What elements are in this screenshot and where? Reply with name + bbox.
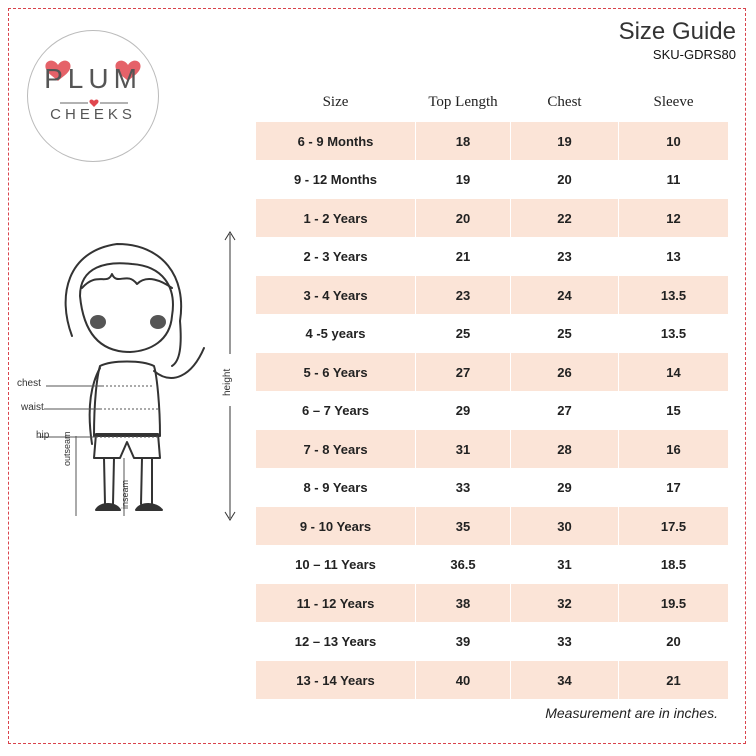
- cell-top-length: 39: [455, 634, 471, 649]
- logo-text-cheeks: CHEEKS: [50, 106, 136, 123]
- cell-top-length: 21: [455, 249, 471, 264]
- label-chest: chest: [17, 378, 41, 389]
- cell-chest: 34: [511, 661, 618, 699]
- cell-top-length: 35: [416, 507, 510, 545]
- cell-top-length: 23: [416, 276, 510, 314]
- cell-chest: 26: [511, 353, 618, 391]
- cell-chest: 28: [511, 430, 618, 468]
- cell-size: 10 – 11 Years: [295, 557, 376, 572]
- cell-chest: 29: [557, 480, 572, 495]
- logo-decoration: [28, 31, 160, 163]
- child-illustration: [12, 226, 252, 526]
- cell-sleeve: 12: [619, 199, 728, 237]
- cell-top-length: 20: [416, 199, 510, 237]
- cell-chest: 20: [557, 172, 572, 187]
- header-top-length: Top Length: [428, 94, 498, 110]
- label-outseam: outseam: [62, 431, 72, 466]
- cell-size: 12 – 13 Years: [294, 634, 377, 649]
- cell-size: 4 -5 years: [305, 326, 366, 341]
- cell-size: 9 - 10 Years: [256, 507, 415, 545]
- cell-sleeve: 15: [666, 403, 681, 418]
- cell-sleeve: 17.5: [619, 507, 728, 545]
- cell-sleeve: 19.5: [619, 584, 728, 622]
- cell-size: 9 - 12 Months: [293, 172, 378, 187]
- cell-size: 3 - 4 Years: [256, 276, 415, 314]
- cell-chest: 33: [557, 634, 572, 649]
- cell-sleeve: 11: [666, 172, 681, 187]
- measurement-note: Measurement are in inches.: [545, 705, 718, 721]
- cell-top-length: 25: [455, 326, 471, 341]
- header-size: Size: [322, 94, 349, 110]
- label-height: height: [222, 368, 233, 396]
- cell-size: 5 - 6 Years: [256, 353, 415, 391]
- cell-top-length: 18: [416, 122, 510, 160]
- cell-chest: 27: [557, 403, 572, 418]
- cell-size: 2 - 3 Years: [303, 249, 368, 264]
- cell-top-length: 33: [455, 480, 471, 495]
- cell-size: 7 - 8 Years: [256, 430, 415, 468]
- cell-chest: 19: [511, 122, 618, 160]
- measurement-figure: [12, 226, 252, 526]
- cell-chest: 23: [557, 249, 572, 264]
- cell-size: 13 - 14 Years: [256, 661, 415, 699]
- cell-sleeve: 13: [666, 249, 681, 264]
- cell-size: 8 - 9 Years: [303, 480, 368, 495]
- cell-top-length: 40: [416, 661, 510, 699]
- cell-chest: 32: [511, 584, 618, 622]
- cell-top-length: 29: [455, 403, 471, 418]
- cell-chest: 31: [557, 557, 572, 572]
- header-chest: Chest: [547, 94, 582, 110]
- cell-size: 11 - 12 Years: [256, 584, 415, 622]
- page-title: Size Guide: [618, 18, 736, 45]
- cell-top-length: 19: [455, 172, 471, 187]
- header-sleeve: Sleeve: [653, 94, 694, 110]
- sku-code: SKU-GDRS80: [652, 47, 736, 62]
- cell-sleeve: 14: [619, 353, 728, 391]
- cell-top-length: 27: [416, 353, 510, 391]
- cell-sleeve: 16: [619, 430, 728, 468]
- label-waist: waist: [21, 402, 44, 413]
- cell-sleeve: 13.5: [619, 276, 728, 314]
- cell-chest: 22: [511, 199, 618, 237]
- cell-chest: 24: [511, 276, 618, 314]
- cell-sleeve: 20: [666, 634, 681, 649]
- brand-logo: [27, 30, 159, 162]
- cell-top-length: 38: [416, 584, 510, 622]
- table-header-row: [256, 94, 730, 114]
- cell-sleeve: 18.5: [660, 557, 687, 572]
- cell-chest: 30: [511, 507, 618, 545]
- label-inseam: inseam: [120, 479, 130, 509]
- cell-sleeve: 10: [619, 122, 728, 160]
- cell-sleeve: 17: [666, 480, 681, 495]
- logo-text-plum: PLUM: [44, 63, 142, 94]
- cell-top-length: 31: [416, 430, 510, 468]
- cell-chest: 25: [557, 326, 572, 341]
- cell-size: 1 - 2 Years: [256, 199, 415, 237]
- cell-sleeve: 13.5: [660, 326, 687, 341]
- label-hip: hip: [36, 430, 50, 441]
- cell-size: 6 – 7 Years: [302, 403, 369, 418]
- cell-size: 6 - 9 Months: [256, 122, 415, 160]
- cell-top-length: 36.5: [450, 557, 476, 572]
- cell-sleeve: 21: [619, 661, 728, 699]
